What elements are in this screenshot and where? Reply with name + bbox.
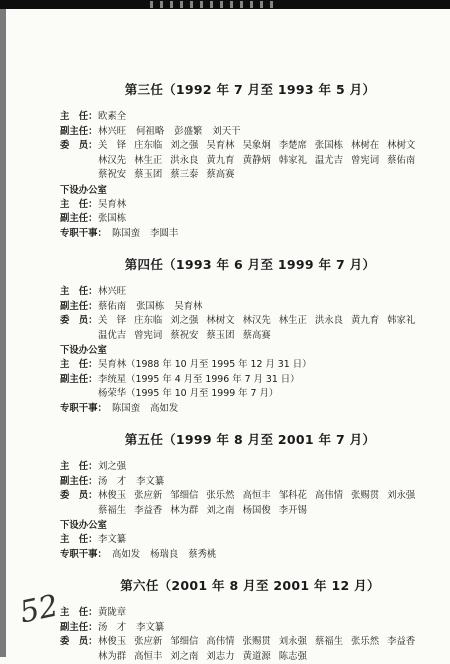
row-label: 专职干事：: [60, 227, 112, 242]
person-name: 高伟情: [315, 489, 343, 504]
section-title: 第六任（2001 年 8 月至 2001 年 12 月）: [60, 576, 440, 594]
row-label: 主 任：: [60, 110, 98, 125]
person-name: 蔡玉团: [134, 168, 162, 183]
person-name: 李文纂: [98, 533, 126, 548]
person-name: 李楚席: [279, 139, 307, 154]
person-name: 吴育林: [206, 139, 234, 154]
row-values: [98, 489, 440, 518]
handwritten-page-number: 52: [17, 588, 62, 630]
term-section: [60, 80, 440, 241]
person-name: 黄九育: [206, 154, 234, 169]
row-label: 委 员：: [60, 314, 98, 343]
person-name: 吴育林: [98, 198, 126, 213]
person-name: 李益香: [387, 635, 415, 650]
person-name: 李文纂: [136, 621, 164, 636]
person-name: 蔡高赛: [243, 329, 271, 344]
person-name: 吴育林: [174, 300, 202, 315]
person-name: 蔡玉团: [206, 329, 234, 344]
row-label: 副主任：: [60, 125, 98, 140]
row-values: [112, 402, 188, 417]
section-title: 第四任（1993 年 6 月至 1999 年 7 月）: [60, 255, 440, 273]
section-gap: [60, 562, 440, 576]
person-name: 邹细信: [170, 635, 198, 650]
row-values: [112, 227, 188, 242]
scan-top-marks: [150, 1, 280, 8]
person-name: 刘之南: [170, 650, 198, 664]
person-name: 林为群: [170, 504, 198, 519]
row-values: [112, 548, 226, 563]
person-name: 黄陇章: [98, 606, 126, 621]
person-name: 吴象炯: [243, 139, 271, 154]
person-name: 李益香: [134, 504, 162, 519]
person-name: 张赐贯: [243, 635, 271, 650]
person-name: 蔡秀桃: [188, 548, 216, 563]
person-name: 蔡祝安: [98, 168, 126, 183]
section-gap: [60, 416, 440, 430]
person-name: 刘之南: [206, 504, 234, 519]
person-name: 刘天干: [212, 125, 240, 140]
deputy-row: [60, 300, 440, 315]
office-row: [60, 402, 440, 417]
person-name: 蔡福生: [315, 635, 343, 650]
row-label: 副主任：: [60, 621, 98, 636]
person-name: 陈国蛮: [112, 402, 140, 417]
person-name: 张应新: [134, 635, 162, 650]
person-name: 庄东临: [134, 139, 162, 154]
director-row: [60, 460, 440, 475]
office-row: [60, 198, 440, 213]
person-name: 庄东临: [134, 314, 162, 329]
person-name: 李文纂: [136, 475, 164, 490]
office-heading: 下设办公室: [60, 343, 440, 358]
person-name: 温优吉: [98, 329, 126, 344]
section-title: 第五任（1999 年 8 月至 2001 年 7 月）: [60, 430, 440, 448]
office-row: [60, 227, 440, 242]
section-title: 第三任（1992 年 7 月至 1993 年 5 月）: [60, 80, 440, 98]
person-name: 蔡佑南: [98, 300, 126, 315]
person-name: 林俊玉: [98, 635, 126, 650]
document-page: [60, 80, 440, 664]
person-name: 关 铎: [98, 139, 126, 154]
row-label: 主 任：: [60, 198, 98, 213]
row-values: [98, 212, 136, 227]
person-name: 刘之强: [170, 139, 198, 154]
person-name: 陈国蛮: [112, 227, 140, 242]
person-name: 林生正: [279, 314, 307, 329]
row-label: 副主任：: [60, 300, 98, 315]
person-name: 高恒丰: [243, 489, 271, 504]
person-name: 李圆丰: [150, 227, 178, 242]
office-heading: 下设办公室: [60, 183, 440, 198]
person-name: 曾宪词: [351, 154, 379, 169]
person-name: 欧素全: [98, 110, 126, 125]
office-row: [60, 533, 440, 548]
person-name: 刘之强: [98, 460, 126, 475]
row-label: 专职干事：: [60, 548, 112, 563]
person-name: 张应新: [134, 489, 162, 504]
members-row: [60, 489, 440, 518]
person-name: 刘永强: [279, 635, 307, 650]
person-name: 林生正: [134, 154, 162, 169]
person-name: 关 铎: [98, 314, 126, 329]
person-name: 蔡福生: [98, 504, 126, 519]
row-label: 委 员：: [60, 139, 98, 183]
person-name: 张乐然: [206, 489, 234, 504]
person-name: 韩家礼: [279, 154, 307, 169]
person-name: 林汉先: [98, 154, 126, 169]
deputy-row: [60, 475, 440, 490]
person-name: 何祖略: [136, 125, 164, 140]
row-label: 主 任：: [60, 460, 98, 475]
person-name: 张国栋: [136, 300, 164, 315]
person-name: 林为群: [98, 650, 126, 664]
person-name: 高如发: [112, 548, 140, 563]
person-name: 高伟情: [206, 635, 234, 650]
person-name: 洪永良: [315, 314, 343, 329]
term-section: [60, 430, 440, 562]
row-values: [98, 373, 310, 402]
person-name: 张乐然: [351, 635, 379, 650]
person-name: 黄道源: [243, 650, 271, 664]
members-row: [60, 635, 440, 664]
person-name: 黄静炳: [243, 154, 271, 169]
person-name: 林兴旺: [98, 125, 126, 140]
person-name: 彭盛繁: [174, 125, 202, 140]
row-label: 主 任：: [60, 606, 98, 621]
office-heading: 下设办公室: [60, 518, 440, 533]
person-name: 杨瑞良: [150, 548, 178, 563]
section-gap: [60, 241, 440, 255]
row-label: 主 任：: [60, 358, 98, 373]
row-label: 委 员：: [60, 635, 98, 664]
person-name: 杨荣华（1995 年 10 月至 1999 年 7 月）: [98, 387, 300, 402]
director-row: [60, 110, 440, 125]
row-label: 委 员：: [60, 489, 98, 518]
person-name: 林汉先: [243, 314, 271, 329]
office-row: [60, 373, 440, 402]
person-name: 张国栋: [315, 139, 343, 154]
person-name: 汤 才: [98, 475, 126, 490]
row-label: 副主任：: [60, 373, 98, 402]
person-name: 蔡佑南: [387, 154, 415, 169]
person-name: 蔡三泰: [170, 168, 198, 183]
person-name: 温尤吉: [315, 154, 343, 169]
scan-left-edge: [0, 9, 6, 657]
row-values: [98, 125, 251, 140]
director-row: [60, 285, 440, 300]
row-values: [98, 314, 440, 343]
members-row: [60, 139, 440, 183]
row-values: [98, 635, 440, 664]
row-values: [98, 475, 174, 490]
office-row: [60, 548, 440, 563]
person-name: 刘志力: [206, 650, 234, 664]
person-name: 杨国俊: [243, 504, 271, 519]
row-label: 主 任：: [60, 285, 98, 300]
person-name: 邹科花: [279, 489, 307, 504]
person-name: 汤 才: [98, 621, 126, 636]
deputy-row: [60, 125, 440, 140]
person-name: 张国栋: [98, 212, 126, 227]
row-values: [98, 198, 136, 213]
person-name: 蔡高赛: [206, 168, 234, 183]
person-name: 吴育林（1988 年 10 月至 1995 年 12 月 31 日）: [98, 358, 311, 373]
person-name: 林俊玉: [98, 489, 126, 504]
row-label: 副主任：: [60, 475, 98, 490]
row-values: [98, 139, 440, 183]
office-row: [60, 358, 440, 373]
person-name: 林兴旺: [98, 285, 126, 300]
row-label: 主 任：: [60, 533, 98, 548]
row-values: [98, 621, 174, 636]
person-name: 林树在: [351, 139, 379, 154]
person-name: 高恒丰: [134, 650, 162, 664]
term-section: [60, 576, 440, 664]
term-section: [60, 255, 440, 416]
person-name: 邹细信: [170, 489, 198, 504]
person-name: 刘之强: [170, 314, 198, 329]
person-name: 张赐贯: [351, 489, 379, 504]
row-label: 专职干事：: [60, 402, 112, 417]
row-values: [98, 300, 212, 315]
scan-top-edge: [0, 0, 450, 9]
row-values: [98, 358, 321, 373]
person-name: 蔡祝安: [170, 329, 198, 344]
person-name: 陈志强: [279, 650, 307, 664]
row-values: [98, 533, 136, 548]
person-name: 李统星（1995 年 4 月至 1996 年 7 月 31 日）: [98, 373, 300, 388]
row-label: 副主任：: [60, 212, 98, 227]
person-name: 刘永强: [387, 489, 415, 504]
director-row: [60, 606, 440, 621]
deputy-row: [60, 621, 440, 636]
person-name: 林树文: [387, 139, 415, 154]
person-name: 洪永良: [170, 154, 198, 169]
person-name: 黄九育: [351, 314, 379, 329]
person-name: 高如发: [150, 402, 178, 417]
person-name: 曾宪词: [134, 329, 162, 344]
person-name: 李开锡: [279, 504, 307, 519]
members-row: [60, 314, 440, 343]
person-name: 韩家礼: [387, 314, 415, 329]
person-name: 林树文: [206, 314, 234, 329]
office-row: [60, 212, 440, 227]
